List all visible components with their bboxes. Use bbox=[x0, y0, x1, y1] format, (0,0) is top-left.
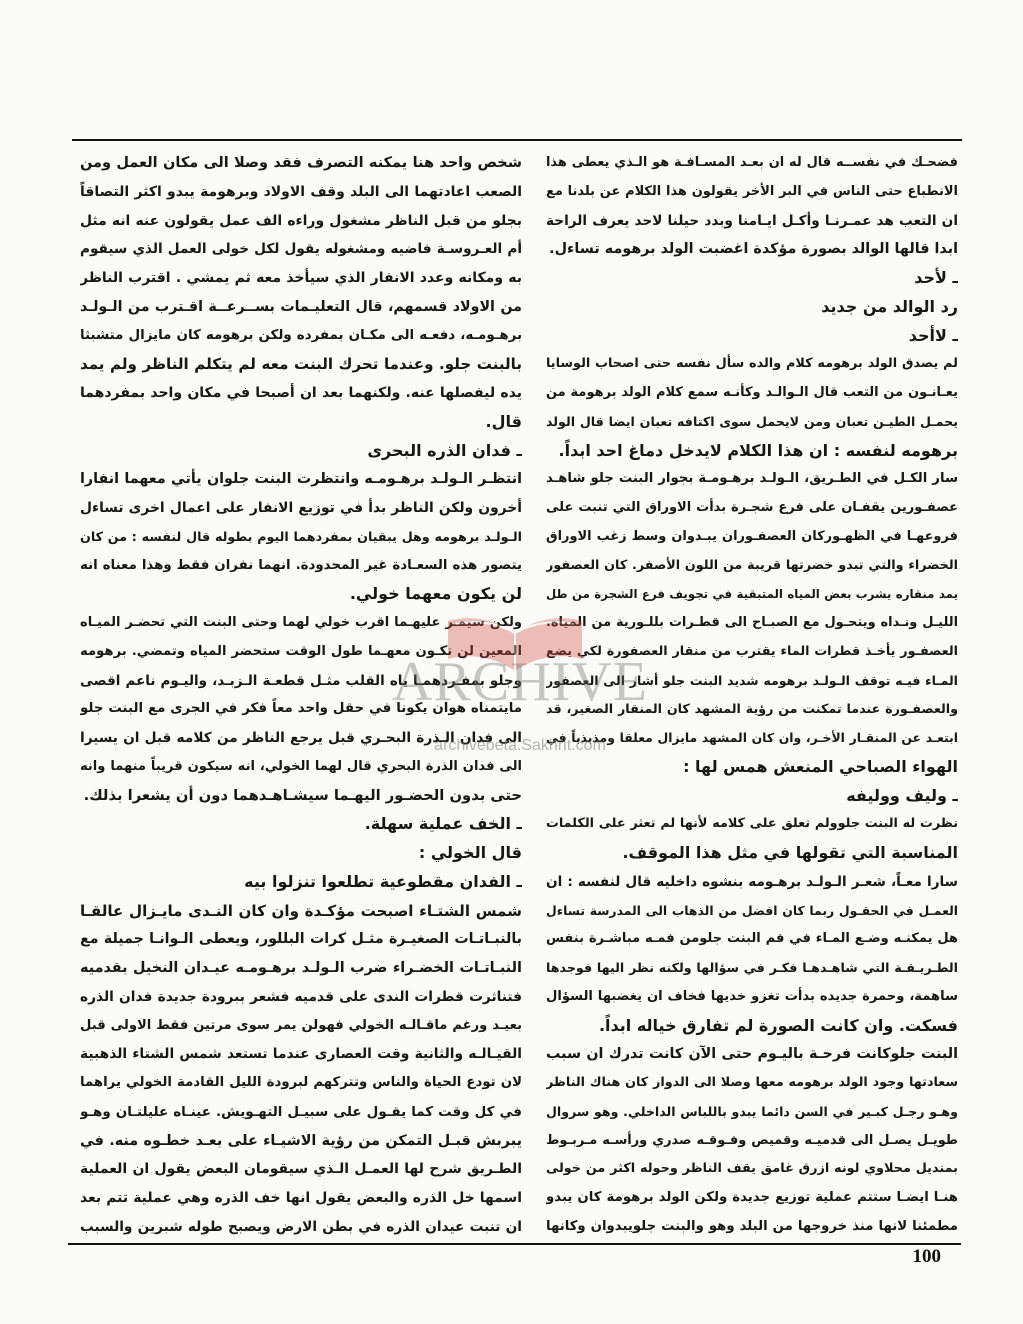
text-line: بالنبـاتـات الصغيـرة مثـل كرات البللور، ويعطى الـوانـا جميلة مع bbox=[80, 931, 522, 948]
text-line: أخرون ولكن الناظر بدأ في توزيع الانفار على اعمال اخرى تساءل bbox=[80, 500, 522, 516]
text-line: الخضراء والتي تبدو خضرتها قريبة من اللون الأصفر. كان العصفور bbox=[546, 557, 958, 573]
text-line: عصفـورين يقفـان على فرع شجـرة بدأت الاوراق التي تنبت على bbox=[546, 500, 958, 515]
text-line: الليـل ونـداه ويتحـول مع الصبـاح الى قطـرات بللـورية من المياه. bbox=[546, 615, 958, 630]
text-line: برهـومـه، دفعـه الى مكـان بمفرده ولكن برهومه كان مايزال متشبثا bbox=[80, 327, 522, 343]
paragraph bbox=[546, 465, 958, 781]
paragraph bbox=[80, 897, 522, 1242]
text-line: أم العـروسـة فاضيه ومشغوله يقول لكل خولى العمل الذي سيقوم bbox=[80, 241, 522, 258]
text-line: البنت جلوكانت فرحـة باليـوم حتى الآن كانت تدرك ان سبب bbox=[546, 1046, 958, 1063]
text-line: بمنديل محلاوي لونه ازرق غامق يقف الناظر وحوله اكثر من خولى bbox=[546, 1161, 958, 1177]
text-line: يتصور هذه السعـادة غير المحدودة. انهما نفران فقط وهذا معناه انه bbox=[80, 557, 522, 573]
top-rule bbox=[72, 139, 962, 141]
text-line: الى فدان الـذرة البحـري قبل يرجع الناظر من كلامه قبل ان يسيرا bbox=[80, 730, 522, 746]
text-line: ولكن سيمـر عليهـما اقرب خولي لهما وحتى البنت التي تحضـر الميـاه bbox=[80, 615, 522, 630]
text-line: يبربش قبـل التمكن من رؤية الاشيـاء على بعـد خطـوه منه. في bbox=[80, 1132, 522, 1149]
right-column bbox=[546, 149, 958, 1242]
text-line: ـ لأحد bbox=[914, 268, 958, 287]
text-line: بعيـد ورغم ماقـالـه الخولي فهولن يمر سوى مرتين فقط الاولى قبل bbox=[80, 1017, 522, 1033]
text-line: سعادتها وجود الولد برهومه معها وصلا الى الدوار كان هناك الناظر bbox=[546, 1075, 958, 1090]
text-line: يمد منقاره يشرب بعض المياه المتبقية في تجويف فرع الشجرة من طل bbox=[546, 587, 958, 602]
text-line: مطمئنا لانها منذ خروجها من البلد وهو والبنت جلويبدوان وكانها bbox=[546, 1218, 958, 1234]
text-line: قال الخولي : bbox=[418, 843, 522, 862]
text-line: في كل وقت كما يقـول على سبيـل التهـويش. عينـاه عليلتـان وهـو bbox=[80, 1103, 522, 1120]
text-line: المـاء فيـه توقف الـولـد برهومه شديد البنت جلو أشار الى العصفور bbox=[546, 672, 958, 688]
paragraph bbox=[80, 149, 522, 437]
text-line: العمـل في الحقـول ربما كان افضل من الذهاب الى المدرسة تساءل bbox=[546, 902, 958, 918]
paragraph bbox=[546, 149, 958, 264]
text-line: وهـو رجـل كبـير في السن دائما يبدو باللباس الداخلي. وهو سروال bbox=[546, 1103, 958, 1119]
paragraph bbox=[80, 465, 522, 609]
text-line: لن يكون معهما خولي. bbox=[349, 584, 522, 604]
paragraph bbox=[546, 293, 958, 322]
text-line: فضحـك في نفســه قال له ان بعـد المسـافـة هو الـذي يعطى هذا bbox=[546, 155, 958, 170]
text-line: ـ الخف عملية سهلة. bbox=[364, 814, 522, 834]
text-line: القيـالـه والثانية وقت العصارى عندما تستعد شمس الشتاء الذهبية bbox=[80, 1046, 522, 1063]
text-line: من الاولاد قسمهم، قال التعليـمات بســرعــة اقـترب من الـولـد bbox=[80, 298, 522, 315]
dialogue-line bbox=[546, 782, 958, 811]
text-line: نظرت له البنت جلوولم تعلق على كلامه لأنها لم تعثر على الكلمات bbox=[546, 816, 958, 832]
text-line: سارا معـاً، شعـر الـولـد برهـومه بنشوه داخليه قال لنفسه : ان bbox=[546, 873, 958, 890]
bottom-rule bbox=[68, 1243, 961, 1245]
dialogue-line bbox=[546, 264, 958, 293]
text-line: والعصفـورة عندما تمكنت من رؤية المشهد كان المنقار الصغير، قد bbox=[546, 701, 958, 717]
text-line: سار الكـل في الطـريق، الـولـد برهـومـة بجوار البنت جلو شاهـد bbox=[546, 471, 958, 487]
text-line: المناسبة التي تقولها في مثل هذا الموقف. bbox=[622, 843, 958, 862]
text-line: لم يصدق الولد برهومه كلام والده سأل نفسه حتى اصحاب الوسايا bbox=[546, 356, 958, 372]
text-line: ساهمة، وحمرة جديده بدأت تغزو خديها فخاف ان يغضبها السؤال bbox=[546, 988, 958, 1004]
watermark-url: archivebeta.Sakhrit.com bbox=[434, 737, 606, 754]
text-line: الطـريـقـة التي شاهـدهـا فكـر في سؤالها ولكنه نظر اليها فوجدها bbox=[546, 960, 958, 975]
text-line: لان تودع الحياة والناس وتتركهم لبرودة الليل القادمة الخولي يراهما bbox=[80, 1075, 522, 1090]
text-line: العصفـور يأخـذ قطرات الماء يقترب من منقار العصفورة لكي يضع bbox=[546, 643, 958, 659]
text-line: الـولـد برهومه وهل يبقيان بمفردهما اليوم بطوله قال لنفسه : من كان bbox=[80, 528, 522, 544]
text-line: بجلو من قبل الناظر مشغول وراءه الف عمل يقولون عنه انه مثل bbox=[80, 212, 522, 229]
text-line: ان تنبت عيدان الذره في بطن الارض ويصبح طوله شبرين والسبب bbox=[80, 1218, 522, 1235]
text-line: فسكت. وان كانت الصورة لم تفارق خياله ابداً. bbox=[598, 1015, 958, 1035]
text-line: برهومه لنفسه : ان هذا الكلام لايدخل دماغ احد ابداً. bbox=[558, 440, 958, 460]
paragraph bbox=[546, 1040, 958, 1241]
text-line: ـ فدان الذره البحرى bbox=[367, 440, 522, 460]
text-line: وجلو بمفـردهمـا ياه القلب مثـل قطعـة الـزبـد، واليـوم ناعم اقصى bbox=[80, 672, 522, 689]
text-line: قال. bbox=[485, 411, 522, 431]
text-line: رد الوالد من جديد bbox=[821, 296, 958, 316]
paragraph bbox=[546, 350, 958, 465]
text-line: المعين لن تكـون معهـما طول الوقت ستحضر المياه وتمضي. برهومه bbox=[80, 643, 522, 659]
dialogue-line bbox=[546, 322, 958, 351]
text-line: شمس الشتـاء اصبحت مؤكـدة وان كان النـدى مايـزال عالقـا bbox=[80, 901, 522, 920]
text-line: حتى بدون الحضـور اليهـما سيشـاهـدهما دون أن يشعرا بذلك. bbox=[83, 786, 522, 804]
text-line: فروعهـا في الظهـوركان العصفـوران يبـدوان وسط زغب الاوراق bbox=[546, 528, 958, 544]
text-line: ـ لاأحد bbox=[908, 325, 958, 345]
text-line: بالبنت جلو. وعندما تحرك البنت معه لم يتكلم الناظر ولم يمد bbox=[80, 355, 522, 374]
text-line: ابتعـد عن المنقـار الأخـر، وان كان المشهد مايزال معلقا ومذبذباً في bbox=[546, 731, 958, 745]
dialogue-line bbox=[80, 437, 522, 466]
dialogue-line bbox=[80, 810, 522, 839]
paragraph bbox=[80, 839, 522, 868]
paragraph bbox=[546, 810, 958, 868]
left-column bbox=[80, 149, 522, 1242]
text-line: الى فدان الذرة البحري قال لهما الخولي، انه سيكون قريباً منهما وانه bbox=[80, 758, 522, 774]
paragraph bbox=[80, 609, 522, 810]
text-line: مايتمناه هوان يكونا في حقل واحد معاً فكر في الجرى مع البنت جلو bbox=[80, 701, 522, 717]
text-line: ـ الفدان مقطوعية تطلعوا تنزلوا بيه bbox=[244, 871, 522, 891]
text-line: الهواء الصباحي المنعش همس لها : bbox=[683, 756, 958, 776]
text-line: ـ وليف ووليفه bbox=[846, 785, 958, 805]
text-line: شخص واحد هنا يمكنه التصرف فقد وصلا الى مكان العمل ومن bbox=[80, 155, 522, 171]
text-line: به ومكانه وعدد الانفار الذي سيأخذ معه ثم يمشي . اقترب الناظر bbox=[80, 270, 522, 286]
text-line: انتظـر الـولـد برهـومـه وانتظرت البنت جلوان يأتي معهما انفارا bbox=[80, 471, 522, 488]
text-line: هنـا ايضـا ستتم عملية توزيع جديدة ولكن الولد برهومة كان يبدو bbox=[546, 1190, 958, 1205]
text-line: ان التعب هد عمـرنـا وأكـل ايـامنا وبدد حيلنا لاحد يعرف الراحة bbox=[546, 212, 958, 229]
text-line: يعـانـون من التعب قال الـوالـد وكأنـه سمع كلام الولد برهومة من bbox=[546, 385, 958, 400]
paragraph bbox=[546, 868, 958, 1041]
text-line: اسمها خل الذره والبعض يقول انها خف الذره وهي عملية تتم بعد bbox=[80, 1190, 522, 1206]
text-line: ابدا قالها الوالد بصورة مؤكدة اغضبت الولد برهومه تساءل. bbox=[549, 241, 958, 258]
text-line: يده ليفصلها عنه. ولكنهما بعد ان أصبحا في مكان واحد بمفردهما bbox=[80, 385, 522, 401]
text-line: يحمـل الطيـن تعبان ومن لايحمل سوى اكتافه تعبان ايضا قال الولد bbox=[546, 413, 958, 429]
text-line: الطـريق شرح لها العمـل الـذي سيقومان البعض يقول ان العملية bbox=[80, 1161, 522, 1178]
watermark-title: ARCHIVE bbox=[392, 651, 648, 713]
text-line: فتناثرت قطرات الندى على قدميه فشعر ببرودة جديدة فدان الذره bbox=[80, 988, 522, 1005]
text-line: طويـل يصـل الى قدميـه وقميص وفـوقـه صدري ورأسـه مـربـوط bbox=[546, 1132, 958, 1148]
text-line: هل يمكنـه وضـع المـاء في فم البنت جلومن فمـه مباشـرة بنفس bbox=[546, 931, 958, 947]
page-number: 100 bbox=[912, 1246, 941, 1267]
text-line: النبـاتـات الخضـراء ضرب الـولـد برهـومـه عيـدان النخيل بقدميه bbox=[80, 960, 522, 976]
dialogue-line bbox=[80, 868, 522, 897]
text-line: الصعب اعادتهما الى البلد وقف الاولاد وبرهومة يبدو اكثر التصاقاً bbox=[80, 183, 522, 200]
text-line: الانطباع حتى الناس في البر الأخر يقولون هذا الكلام عن بلدنا مع bbox=[546, 183, 958, 199]
